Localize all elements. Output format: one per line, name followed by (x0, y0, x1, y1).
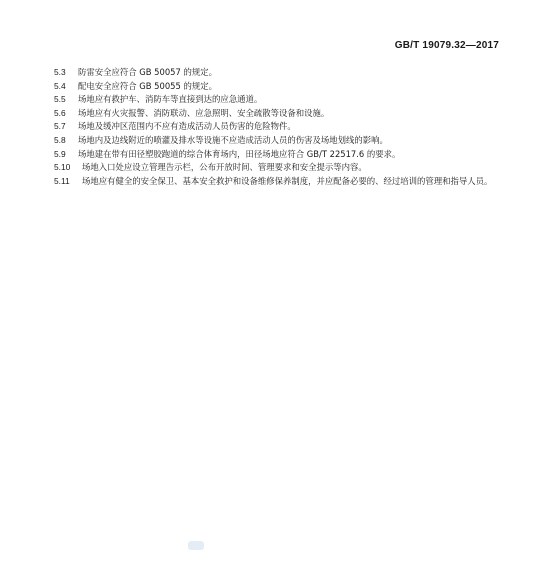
clause-text: 场地内及边线附近的喷灌及排水等设施不应造成活动人员的伤害及场地划线的影响。 (78, 134, 388, 145)
clause-number: 5.5 (54, 94, 66, 105)
clause-list (54, 66, 504, 188)
clause-number: 5.8 (54, 134, 66, 145)
clause-5-10 (54, 161, 504, 175)
clause-text: 场地应有火灾报警、消防联动、应急照明、安全疏散等设备和设施。 (78, 107, 330, 118)
clause-5-6 (54, 107, 504, 121)
clause-5-4 (54, 80, 504, 94)
clause-text: 配电安全应符合 GB 50055 的规定。 (78, 80, 217, 91)
clause-5-5 (54, 93, 504, 107)
clause-number: 5.6 (54, 107, 66, 118)
clause-text: 场地应有健全的安全保卫、基本安全救护和设备维修保养制度，并应配备必要的、经过培训的管理和指导人员。 (82, 175, 493, 186)
clause-text: 场地及缓冲区范围内不应有造成活动人员伤害的危险物件。 (78, 121, 296, 132)
clause-5-8 (54, 134, 504, 148)
clause-number: 5.3 (54, 67, 66, 77)
clause-text: 场地应有救护车、消防车等直接到达的应急通道。 (78, 94, 263, 105)
clause-5-11 (54, 175, 504, 189)
clause-text: 场地入口处应设立管理告示栏，公布开放时间、管理要求和安全提示等内容。 (82, 162, 367, 173)
clause-number: 5.9 (54, 148, 66, 159)
standard-number-header: GB/T 19079.32—2017 (394, 40, 499, 51)
clause-5-9 (54, 148, 504, 162)
clause-text: 场地建在带有田径塑胶跑道的综合体育场内，田径场地应符合 GB/T 22517.6 的要求。 (78, 148, 401, 159)
clause-number: 5.4 (54, 80, 66, 91)
clause-5-3 (54, 66, 504, 80)
clause-number: 5.7 (54, 121, 66, 132)
clause-5-7 (54, 120, 504, 134)
clause-number: 5.11 (54, 175, 70, 186)
clause-text: 防雷安全应符合 GB 50057 的规定。 (78, 67, 217, 77)
watermark-mark (188, 541, 204, 550)
clause-number: 5.10 (54, 162, 71, 173)
